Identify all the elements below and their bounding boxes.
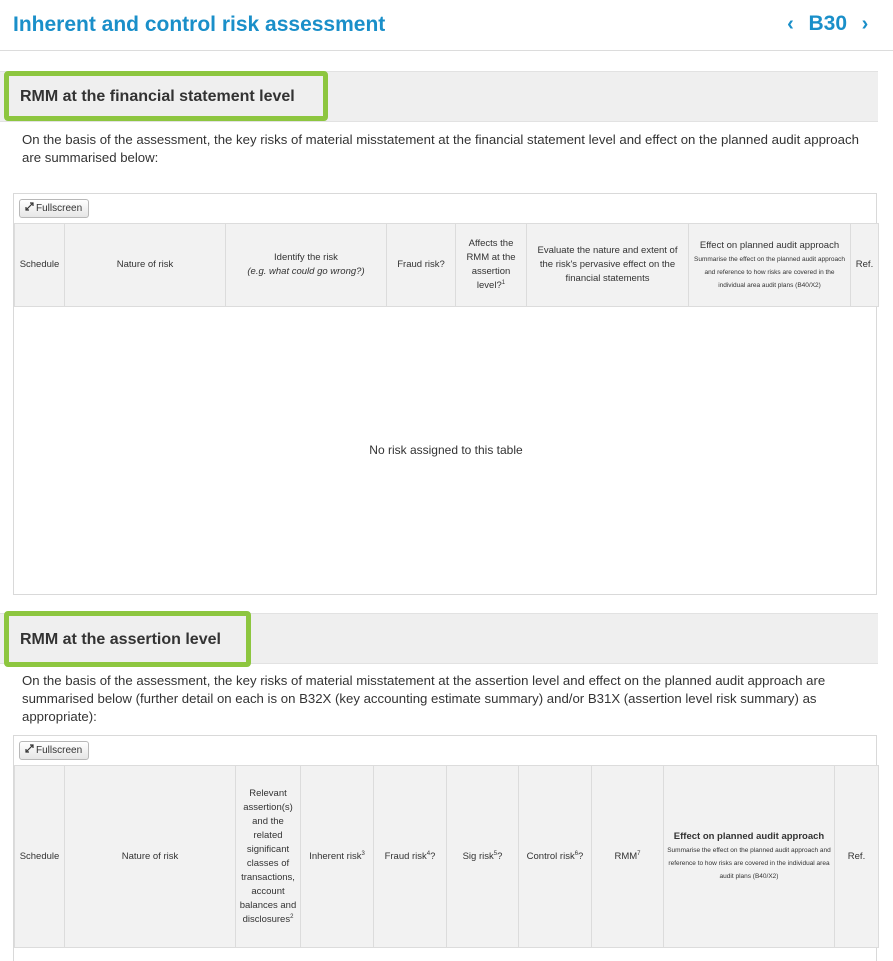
table-panel-assertion: [13, 735, 877, 961]
col-control-risk-label: Control risk: [526, 850, 575, 862]
expand-icon: [25, 200, 34, 217]
page-title: Inherent and control risk assessment: [13, 13, 386, 36]
col-identify-risk-label: Identify the risk: [274, 252, 338, 263]
col-fraud-risk-label: Fraud risk: [384, 850, 427, 862]
col-effect-hint: Summarise the effect on the planned audit approach and reference to how risks are covered in the individual area audit plans (B40/X2): [694, 255, 845, 289]
col-relevant-assertions: [236, 766, 301, 948]
table-panel-financial-statement: [13, 193, 877, 595]
col-effect: [689, 224, 851, 307]
expand-icon: [25, 742, 34, 759]
col-affects-rmm-label: Affects the RMM at the assertion level?: [466, 238, 516, 291]
col-fraud-risk: Fraud risk$^4$?: [374, 766, 447, 948]
col-fraud-footnote: 4: [426, 850, 431, 857]
col-sig-risk: Sig risk$^5$?: [447, 766, 519, 948]
col-sig-footnote: 5: [493, 850, 498, 857]
risk-table-financial-statement: [14, 223, 879, 307]
section-description-assertion: On the basis of the assessment, the key risks of material misstatement at the assertion level and effect on the planned audit approach are summarised below (further detail on each is on B32X (key accounting estimate summary) and/or B31X (assertion level risk summary) as appropriate):: [22, 673, 826, 724]
col-affects-rmm: [456, 224, 527, 307]
col-affects-rmm-footnote: 1: [501, 279, 506, 286]
col-nature-of-risk: Nature of risk: [65, 766, 236, 948]
col-inherent-risk: [301, 766, 374, 948]
section-title-highlight: [4, 71, 328, 121]
col-effect-label: Effect on planned audit approach: [673, 831, 825, 842]
schedule-code: B30: [808, 12, 847, 35]
col-control-risk: Control risk$^6$?: [519, 766, 592, 948]
col-schedule: Schedule: [15, 766, 65, 948]
page-header: [0, 0, 893, 51]
col-identify-risk-hint: (e.g. what could go wrong?): [247, 266, 365, 277]
section-title-financial-statement: RMM at the financial statement level: [20, 88, 295, 105]
fullscreen-button[interactable]: [19, 741, 89, 760]
col-nature-of-risk: Nature of risk: [65, 224, 226, 307]
col-sig-risk-label: Sig risk: [462, 850, 494, 862]
chevron-right-icon[interactable]: ›: [861, 12, 869, 35]
col-ref: Ref.: [835, 766, 879, 948]
section-title-assertion: RMM at the assertion level: [20, 631, 221, 648]
col-evaluate: Evaluate the nature and extent of the risk's pervasive effect on the financial statements: [527, 224, 689, 307]
col-effect-hint: Summarise the effect on the planned audit approach and reference to how risks are covered in the individual area audit plans (B40/X2): [667, 847, 831, 880]
col-inherent-risk-label: Inherent risk: [309, 850, 362, 862]
col-ref: Ref.: [851, 224, 879, 307]
col-effect: [664, 766, 835, 948]
col-fraud-risk: Fraud risk?: [387, 224, 456, 307]
col-rmm: [592, 766, 664, 948]
fullscreen-label: Fullscreen: [36, 745, 83, 756]
col-schedule: Schedule: [15, 224, 65, 307]
col-control-footnote: 6: [574, 850, 579, 857]
col-inherent-footnote: 3: [361, 850, 365, 857]
empty-table-message: No risk assigned to this table: [369, 443, 523, 457]
chevron-left-icon[interactable]: ‹: [787, 12, 794, 35]
section-title-highlight: [4, 611, 251, 667]
col-relevant-footnote: 2: [290, 913, 294, 920]
risk-table-assertion: [14, 765, 879, 948]
col-identify-risk: [226, 224, 387, 307]
col-rmm-label: RMM: [614, 850, 638, 862]
schedule-navigation: [784, 12, 871, 36]
fullscreen-label: Fullscreen: [36, 203, 83, 214]
section-description-financial-statement: On the basis of the assessment, the key risks of material misstatement at the financial statement level and effect on the planned audit approach are summarised below:: [22, 132, 859, 165]
col-effect-label: Effect on planned audit approach: [699, 239, 840, 251]
col-relevant-assertions-label: Relevant assertion(s) and the related significant classes of transactions, account balances and disclosures: [239, 787, 297, 925]
fullscreen-button[interactable]: [19, 199, 89, 218]
col-rmm-footnote: 7: [637, 850, 641, 857]
